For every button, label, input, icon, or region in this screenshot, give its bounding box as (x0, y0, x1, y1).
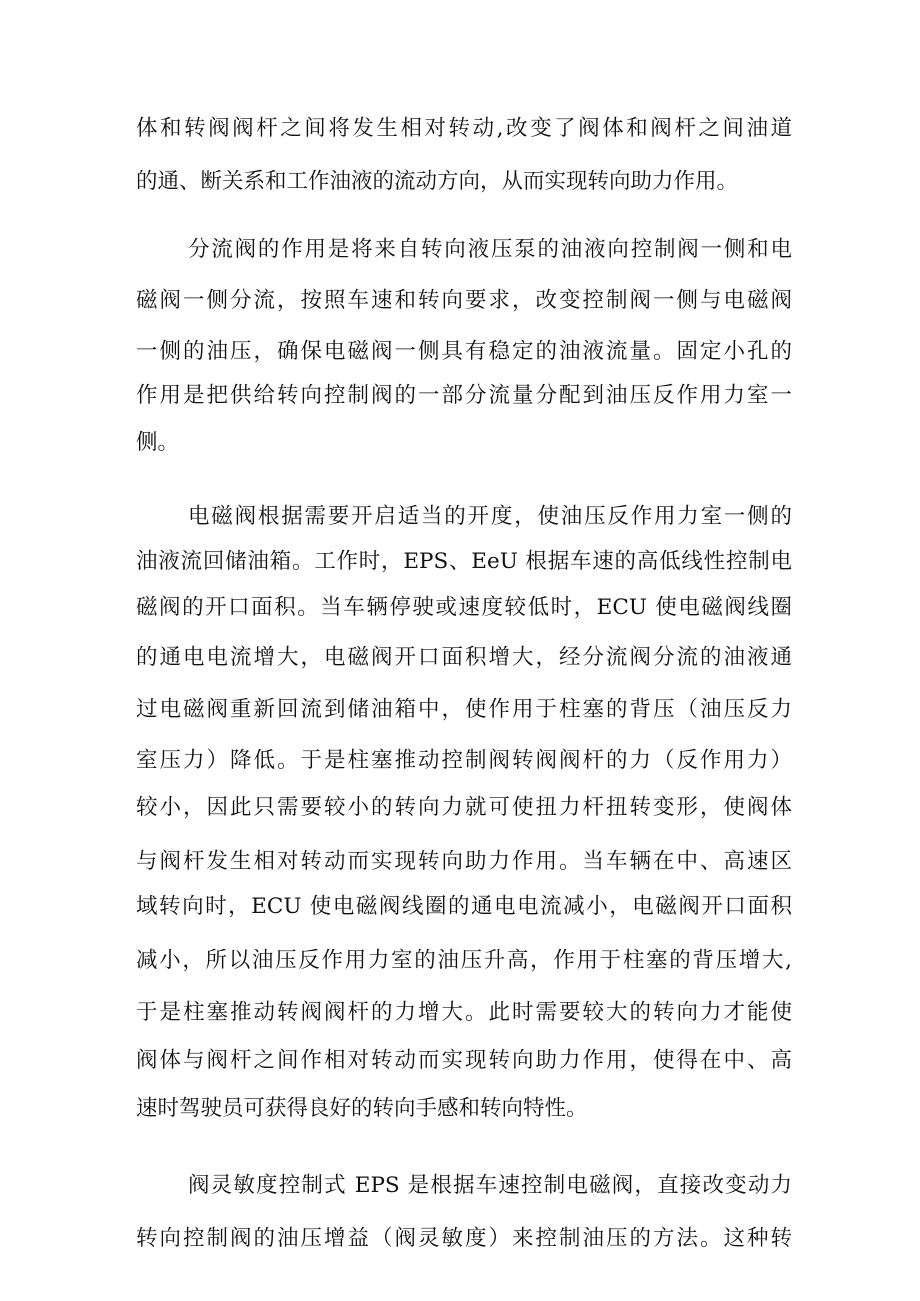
text-line: 侧。 (136, 430, 180, 455)
text-line: 阀体与阀杆之间作相对转动而实现转向助力作用，使得在中、高 (136, 1048, 792, 1073)
text-line: 减小，所以油压反作用力室的油压升高，作用于柱塞的背压增大, (136, 948, 792, 973)
text-line: 电磁阀根据需要开启适当的开度，使油压反作用力室一侧的 (188, 504, 792, 529)
text-line: 作用是把供给转向控制阀的一部分流量分配到油压反作用力室一 (136, 383, 792, 408)
text-line: 过电磁阀重新回流到储油箱中，使作用于柱塞的背压（油压反力 (136, 697, 792, 722)
text-line: 一侧的油压，确保电磁阀一侧具有稳定的油液流量。固定小孔的 (136, 339, 792, 364)
text-line: 分流阀的作用是将来自转向液压泵的油液向控制阀一侧和电 (188, 237, 792, 262)
text-line: 体和转阀阀杆之间将发生相对转动,改变了阀体和阀杆之间油道 (136, 116, 792, 141)
text-line: 与阀杆发生相对转动而实现转向助力作用。当车辆在中、高速区 (136, 849, 792, 874)
text-line: 室压力）降低。于是柱塞推动控制阀转阀阀杆的力（反作用力） (136, 748, 792, 773)
text-line: 磁阀一侧分流，按照车速和转向要求，改变控制阀一侧与电磁阀 (136, 288, 792, 313)
text-line: 磁阀的开口面积。当车辆停驶或速度较低时，ECU 使电磁阀线圈 (136, 595, 792, 620)
text-line: 速时驾驶员可获得良好的转向手感和转向特性。 (136, 1096, 588, 1121)
text-line: 阀灵敏度控制式 EPS 是根据车速控制电磁阀，直接改变动力 (188, 1173, 792, 1198)
text-line: 域转向时，ECU 使电磁阀线圈的通电电流减小，电磁阀开口面积 (136, 894, 792, 919)
text-line: 的通、断关系和工作油液的流动方向，从而实现转向助力作用。 (136, 169, 739, 194)
text-line: 的通电电流增大，电磁阀开口面积增大，经分流阀分流的油液通 (136, 645, 792, 670)
text-line: 转向控制阀的油压增益（阀灵敏度）来控制油压的方法。这种转 (136, 1226, 792, 1251)
text-line: 于是柱塞推动转阀阀杆的力增大。此时需要较大的转向力才能使 (136, 1000, 792, 1025)
text-line: 油液流回储油箱。工作时，EPS、EeU 根据车速的高低线性控制电 (136, 549, 792, 574)
text-line: 较小，因此只需要较小的转向力就可使扭力杆扭转变形，使阀体 (136, 795, 792, 820)
